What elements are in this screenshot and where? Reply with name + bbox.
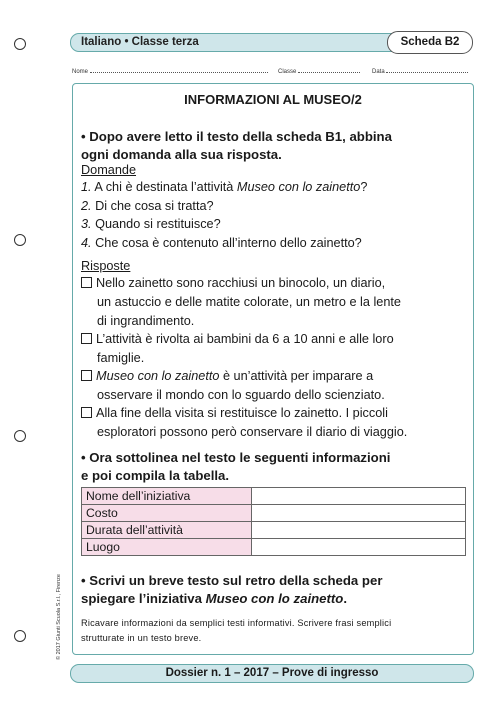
question-number: 3. bbox=[81, 217, 92, 231]
name-field[interactable] bbox=[72, 67, 268, 75]
table-label-cell: Nome dell’iniziativa bbox=[82, 488, 252, 505]
objectives-line-2: strutturate in un testo breve. bbox=[81, 633, 202, 643]
answer-4-checkbox[interactable] bbox=[81, 407, 92, 418]
date-dots bbox=[386, 67, 468, 73]
header-band bbox=[70, 33, 472, 52]
table-row bbox=[82, 539, 466, 556]
question-end: ? bbox=[360, 180, 368, 194]
objectives-line-1: Ricavare informazioni da semplici testi informativi. Scrivere frasi semplici bbox=[81, 618, 392, 628]
table-label-cell: Luogo bbox=[82, 539, 252, 556]
question-text: Di che cosa si tratta? bbox=[91, 199, 214, 213]
table-answer-cell[interactable] bbox=[252, 539, 466, 556]
answer-text: L’attività è rivolta ai bambini da 6 a 10 anni e alle loro bbox=[96, 332, 394, 346]
date-label: Data bbox=[372, 69, 385, 75]
instruction-italic: Museo con lo zainetto bbox=[205, 591, 344, 606]
table-answer-cell[interactable] bbox=[252, 488, 466, 505]
info-table bbox=[81, 487, 466, 556]
class-label: Classe bbox=[278, 69, 297, 75]
risposte-heading: Risposte bbox=[81, 259, 131, 273]
table-row bbox=[82, 488, 466, 505]
question-text: A chi è destinata l’attività bbox=[91, 180, 237, 194]
binder-hole-1 bbox=[14, 38, 26, 50]
subject-label: Italiano • Classe terza bbox=[81, 36, 199, 48]
date-field[interactable] bbox=[372, 67, 468, 75]
table-answer-cell[interactable] bbox=[252, 522, 466, 539]
sheet-tag: Scheda B2 bbox=[387, 31, 473, 54]
answer-1-line-2: un astuccio e delle matite colorate, un metro e la lente bbox=[97, 295, 401, 309]
question-number: 2. bbox=[81, 199, 92, 213]
page-title: INFORMAZIONI AL MUSEO/2 bbox=[184, 92, 362, 107]
table-label-cell: Durata dell’attività bbox=[82, 522, 252, 539]
table-row bbox=[82, 505, 466, 522]
question-number: 4. bbox=[81, 236, 92, 250]
instruction-end: . bbox=[343, 591, 348, 606]
answer-1-line-3: di ingrandimento. bbox=[97, 314, 195, 328]
answer-text: Alla fine della visita si restituisce lo zainetto. I piccoli bbox=[96, 406, 388, 420]
instruction-2-line-2: e poi compila la tabella. bbox=[81, 468, 230, 483]
class-field[interactable] bbox=[278, 67, 360, 75]
answer-italic: Museo con lo zainetto bbox=[96, 369, 220, 383]
footer-band: Dossier n. 1 – 2017 – Prove di ingresso bbox=[70, 664, 474, 683]
copyright-note: © 2017 Giunti Scuola S.r.l., Firenze bbox=[56, 574, 62, 660]
name-label: Nome bbox=[72, 69, 89, 75]
answer-3-line-2: osservare il mondo con lo sguardo dello scienziato. bbox=[97, 388, 385, 402]
question-number: 1. bbox=[81, 180, 92, 194]
instruction-3-line-2 bbox=[81, 590, 347, 607]
instruction-1-line-1: • Dopo avere letto il testo della scheda B1, abbina bbox=[81, 129, 392, 144]
name-dots bbox=[90, 67, 268, 73]
answer-3-line-1 bbox=[81, 368, 373, 385]
question-text: Che cosa è contenuto all’interno dello zainetto? bbox=[91, 236, 362, 250]
instruction-text: spiegare l’iniziativa bbox=[81, 591, 206, 606]
answer-1-checkbox[interactable] bbox=[81, 277, 92, 288]
instruction-2-line-1: • Ora sottolinea nel testo le seguenti informazioni bbox=[81, 450, 391, 465]
instruction-3-line-1: • Scrivi un breve testo sul retro della scheda per bbox=[81, 573, 383, 588]
class-dots bbox=[298, 67, 360, 73]
instruction-1-line-2: ogni domanda alla sua risposta. bbox=[81, 147, 282, 162]
question-4 bbox=[81, 235, 362, 252]
answer-text: Nello zainetto sono racchiusi un binocolo, un diario, bbox=[96, 276, 386, 290]
binder-hole-4 bbox=[14, 630, 26, 642]
answer-text: è un’attività per imparare a bbox=[219, 369, 374, 383]
table-row bbox=[82, 522, 466, 539]
question-1 bbox=[81, 179, 367, 196]
question-text: Quando si restituisce? bbox=[91, 217, 221, 231]
worksheet-card bbox=[72, 83, 474, 655]
answer-1-line-1 bbox=[81, 275, 385, 292]
binder-hole-2 bbox=[14, 234, 26, 246]
domande-heading: Domande bbox=[81, 163, 137, 177]
answer-4-line-1 bbox=[81, 405, 388, 422]
question-3 bbox=[81, 216, 221, 233]
answer-2-line-2: famiglie. bbox=[97, 351, 145, 365]
answer-3-checkbox[interactable] bbox=[81, 370, 92, 381]
question-italic: Museo con lo zainetto bbox=[236, 180, 361, 194]
answer-4-line-2: esploratori possono però conservare il diario di viaggio. bbox=[97, 425, 408, 439]
answer-2-line-1 bbox=[81, 331, 394, 348]
answer-2-checkbox[interactable] bbox=[81, 333, 92, 344]
question-2 bbox=[81, 198, 214, 215]
table-answer-cell[interactable] bbox=[252, 505, 466, 522]
table-label-cell: Costo bbox=[82, 505, 252, 522]
binder-hole-3 bbox=[14, 430, 26, 442]
